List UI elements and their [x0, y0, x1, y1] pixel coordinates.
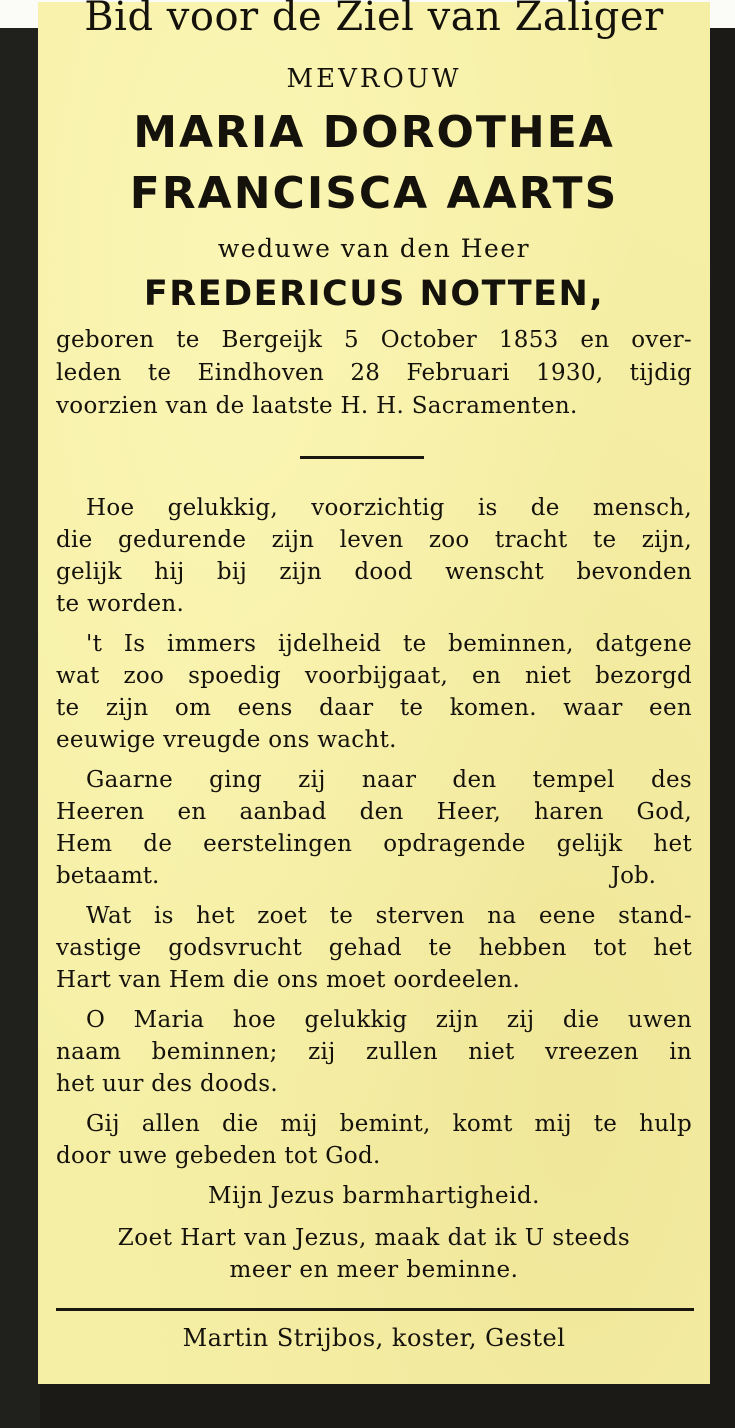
memorial-card: [38, 2, 710, 1384]
bio-line: leden te Eindhoven 28 Februari 1930, tijdig: [56, 360, 692, 386]
prayer-line: Heeren en aanbad den Heer, haren God,: [56, 799, 692, 825]
bio-line: geboren te Bergeijk 5 October 1853 en over-: [56, 327, 692, 353]
deceased-name-line1: MARIA DOROTHEA: [133, 107, 615, 158]
prayer-line: die gedurende zijn leven zoo tracht te zijn,: [56, 527, 692, 553]
prayer-line: Wat is het zoet te sterven na eene stand-: [86, 903, 692, 929]
relation-text: weduwe van den Heer: [217, 234, 531, 263]
prayer-line: het uur des doods.: [56, 1071, 279, 1097]
closing-line: meer en meer beminne.: [229, 1257, 519, 1283]
divider-long: [56, 1308, 694, 1311]
prayer-line: te zijn om eens daar te komen. waar een: [56, 695, 692, 721]
prayer-line: door uwe gebeden tot God.: [56, 1143, 381, 1169]
closing-line: Mijn Jezus barmhartigheid.: [208, 1183, 540, 1209]
prayer-line: O Maria hoe gelukkig zijn zij die uwen: [86, 1007, 692, 1033]
prayer-line: Hoe gelukkig, voorzichtig is de mensch,: [86, 495, 692, 521]
bio-line: voorzien van de laatste H. H. Sacramenten.: [56, 393, 578, 419]
divider-short: [300, 456, 424, 459]
prayer-line: Hart van Hem die ons moet oordeelen.: [56, 967, 521, 993]
prayer-line: Gaarne ging zij naar den tempel des: [86, 767, 692, 793]
closing-line: Zoet Hart van Jezus, maak dat ik U steeds: [117, 1225, 631, 1251]
title-prefix: MEVROUW: [286, 64, 462, 94]
prayer-line: te worden.: [56, 591, 185, 617]
prayer-line: eeuwige vreugde ons wacht.: [56, 727, 397, 753]
prayer-line: Hem de eerstelingen opdragende gelijk het: [56, 831, 692, 857]
husband-name: FREDERICUS NOTTEN,: [143, 274, 605, 314]
printer-credit: Martin Strijbos, koster, Gestel: [182, 1324, 566, 1352]
card-heading: Bid voor de Ziel van Zaliger: [84, 0, 664, 40]
prayer-line: wat zoo spoedig voorbijgaat, en niet bezorgd: [56, 663, 692, 689]
prayer-line: Gij allen die mij bemint, komt mij te hulp: [86, 1111, 692, 1137]
scripture-reference: Job.: [610, 863, 656, 889]
prayer-line: vastige godsvrucht gehad te hebben tot het: [56, 935, 692, 961]
prayer-line: betaamt.: [56, 863, 160, 889]
prayer-line: 't Is immers ijdelheid te beminnen, datgene: [86, 631, 692, 657]
prayer-line: naam beminnen; zij zullen niet vreezen in: [56, 1039, 692, 1065]
scan-left-shadow: [0, 28, 40, 1428]
deceased-name-line2: FRANCISCA AARTS: [129, 168, 619, 219]
prayer-line: gelijk hij bij zijn dood wenscht bevonden: [56, 559, 692, 585]
